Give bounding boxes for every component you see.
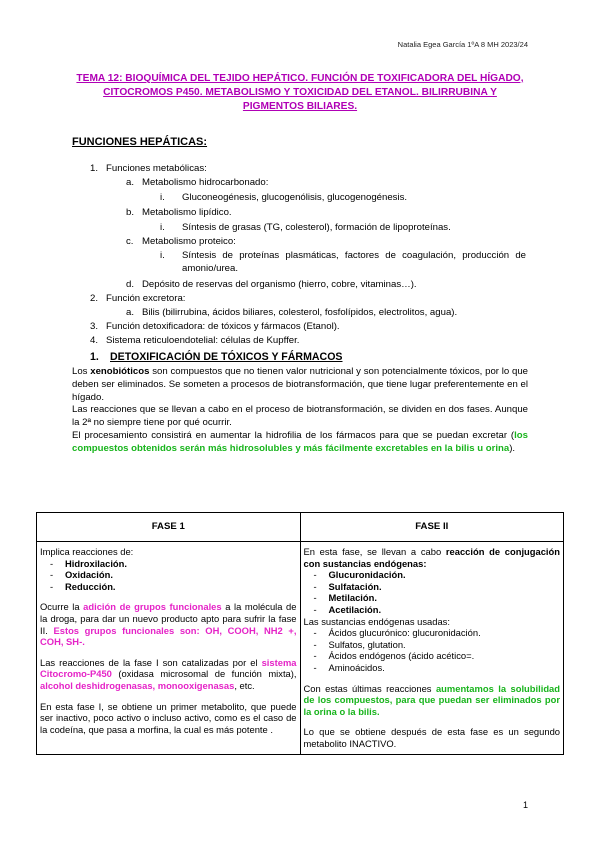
fase2-cell (300, 542, 564, 755)
cell-paragraph: Lo que se obtiene después de esta fase es un segundo metabolito INACTIVO. (303, 726, 560, 749)
cell-paragraph: Ocurre la adición de grupos funcionales a la molécula de la droga, para dar un nuevo producto apto para sufrir la fase II. Estos grupos funcionales son: OH, COOH, NH2 +, COH, SH-. (40, 601, 297, 648)
table-header: FASE 1 (37, 513, 301, 542)
document-title: TEMA 12: BIOQUÍMICA DEL TEJIDO HEPÁTICO. FUNCIÓN DE TOXIFICADORA DEL HÍGADO, CITOCROMOS P450. METABOLISMO Y TOXICIDAD DEL ETANOL. BILIRRUBINA Y PIGMENTOS BILIARES. (76, 73, 524, 112)
list-item: 3. Función detoxificadora: de tóxicos y fármacos (Etanol). (90, 321, 340, 332)
list-item: i. Síntesis de proteínas plasmáticas, factores de coagulación, producción de amonio/urea. (160, 250, 526, 274)
list-item: - Aminoácidos. (304, 662, 561, 674)
fase1-cell (37, 542, 301, 755)
list-item: d. Depósito de reservas del organismo (hierro, cobre, vitaminas…). (126, 279, 417, 290)
list-item: 2. Función excretora: (90, 293, 186, 304)
list-item: - Ácidos endógenos (ácido acético=. (304, 650, 561, 662)
list-item: 1. Funciones metabólicas: (90, 163, 207, 174)
list-item: a. Metabolismo hidrocarbonado: (126, 177, 269, 188)
section-title: 1. DETOXIFICACIÓN DE TÓXICOS Y FÁRMACOS (90, 351, 343, 363)
list-item: - Glucuronidación. (304, 569, 561, 581)
list-item: b. Metabolismo lipídico. (126, 207, 232, 218)
list-item: - Acetilación. (304, 604, 561, 616)
list-item: - Reducción. (40, 581, 297, 593)
paragraph: Las reacciones que se llevan a cabo en el proceso de biotransformación, se dividen en dos fases. Aunque la 2ª no siempre tiene por qué ocurrir. (72, 404, 528, 428)
cell-paragraph: Con estas últimas reacciones aumentamos la solubilidad de los compuestos, para que puedan ser eliminados por la orina o la bilis. (303, 682, 560, 717)
cell-text: Implica reacciones de: (40, 546, 134, 557)
cell-text: En esta fase, se llevan a cabo reacción de conjugación con sustancias endógenas: (303, 546, 560, 569)
cell-paragraph: En esta fase I, se obtiene un primer metabolito, que puede ser inactivo, poco activo o incluso activo, como es el caso de la codeína, que pasa a morfina, la cual es más potente . (40, 700, 297, 735)
page-header: Natalia Egea García 1ºA 8 MH 2023/24 (397, 40, 528, 49)
list-item: - Sulfatos, glutation. (304, 639, 561, 651)
table-header: FASE II (300, 513, 564, 542)
list-item: - Oxidación. (40, 569, 297, 581)
paragraph: Los xenobióticos son compuestos que no tienen valor nutricional y son potencialmente tóxicos, por lo que deben ser eliminados. Se someten a procesos de biotransformación, que tiene lugar preferentemente en el hígado. (72, 366, 528, 403)
list-item: 4. Sistema reticuloendotelial: células de Kupffer. (90, 335, 300, 346)
list-item: a. Bilis (bilirrubina, ácidos biliares, colesterol, fosfolípidos, electrolitos, agua). (126, 307, 458, 318)
list-item: i. Síntesis de grasas (TG, colesterol), formación de lipoproteínas. (160, 222, 451, 233)
list-item: - Sulfatación. (304, 581, 561, 593)
cell-paragraph: Las reacciones de la fase I son catalizadas por el sistema Citocromo-P450 (oxidasa microsomal de función mixta), alcohol deshidrogenasas, monooxigenasas, etc. (40, 656, 297, 691)
list-item: - Metilación. (304, 592, 561, 604)
phases-table (36, 512, 564, 755)
list-item: i. Gluconeogénesis, glucogenólisis, glucogenogénesis. (160, 192, 408, 203)
list-item: - Hidroxilación. (40, 558, 297, 570)
paragraph: El procesamiento consistirá en aumentar la hidrofilia de los fármacos para que se puedan excretar (los compuestos obtenidos serán más hidrosolubles y más fácilmente excretables en la bilis u orina). (72, 430, 528, 454)
cell-text: Las sustancias endógenas usadas: (303, 615, 450, 627)
section-heading: FUNCIONES HEPÁTICAS: (72, 136, 208, 148)
page-number: 1 (522, 800, 528, 810)
list-item: c. Metabolismo proteico: (126, 236, 236, 247)
list-item: - Ácidos glucurónico: glucuronidación. (304, 627, 561, 639)
